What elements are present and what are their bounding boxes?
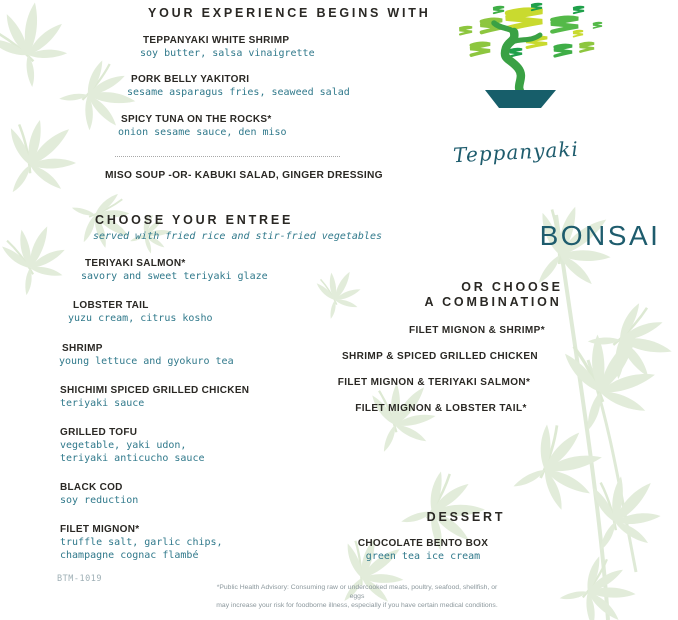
dessert-item: [358, 538, 488, 563]
dotted-divider: [115, 156, 340, 157]
combination-title-line2: A COMBINATION: [424, 295, 562, 309]
entree-desc: young lettuce and gyokuro tea: [59, 356, 234, 367]
entree-name: SHICHIMI SPICED GRILLED CHICKEN: [60, 385, 250, 396]
entree-desc: savory and sweet teriyaki glaze: [81, 271, 268, 282]
entree-name: LOBSTER TAIL: [73, 300, 149, 311]
starter-name: TEPPANYAKI WHITE SHRIMP: [143, 35, 290, 46]
entree-name: SHRIMP: [62, 343, 103, 354]
combination-item: FILET MIGNON & SHRIMP*: [408, 325, 546, 336]
entree-desc: soy reduction: [60, 495, 139, 506]
starter-desc: sesame asparagus fries, seaweed salad: [127, 87, 350, 98]
entree-name: TERIYAKI SALMON*: [85, 258, 186, 269]
entree-item: [60, 385, 249, 410]
entree-item: [60, 524, 223, 562]
entree-name: GRILLED TOFU: [60, 427, 138, 438]
menu-code: BTM-1019: [57, 574, 102, 584]
entree-item: [68, 300, 213, 325]
dessert-desc: green tea ice cream: [365, 551, 481, 562]
entree-item: [60, 482, 138, 507]
entree-item: [59, 343, 234, 368]
dessert-name: CHOCOLATE BENTO BOX: [357, 538, 489, 549]
entree-desc: vegetable, yaki udon, teriyaki anticucho sauce: [60, 440, 205, 464]
brand-script: Teppanyaki: [452, 136, 580, 168]
starter-desc: soy butter, salsa vinaigrette: [140, 48, 315, 59]
soup-or-salad-note: MISO SOUP -OR- KABUKI SALAD, GINGER DRESSING: [105, 170, 383, 181]
entree-desc: yuzu cream, citrus kosho: [68, 313, 213, 324]
starter-item: [127, 74, 350, 99]
starter-name: SPICY TUNA ON THE ROCKS*: [121, 114, 272, 125]
health-advisory: *Public Health Advisory: Consuming raw or undercooked meats, poultry, seafood, shellfish, or eggs may increase your risk for foodborne illness, especially if you have certain medical conditions.: [216, 584, 498, 609]
entree-name: BLACK COD: [60, 482, 123, 493]
bonsai-tree-icon: [452, 2, 608, 112]
bonsai-pot: [485, 90, 556, 108]
dessert-section-title: DESSERT: [426, 510, 506, 524]
combination-title-line1: OR CHOOSE: [461, 280, 563, 294]
entree-subtitle: served with fried rice and stir-fried vegetables: [93, 231, 382, 242]
entree-name: FILET MIGNON*: [60, 524, 140, 535]
combination-item: FILET MIGNON & TERIYAKI SALMON*: [337, 377, 531, 388]
entree-item: [60, 427, 205, 465]
entree-section-title: CHOOSE YOUR ENTREE: [95, 213, 294, 227]
entree-desc: teriyaki sauce: [60, 398, 145, 409]
combination-item: FILET MIGNON & LOBSTER TAIL*: [355, 403, 527, 414]
entree-desc: truffle salt, garlic chips, champagne cognac flambé: [60, 537, 223, 561]
starter-desc: onion sesame sauce, den miso: [118, 127, 287, 138]
starter-item: [118, 114, 287, 139]
starter-item: [140, 35, 315, 60]
brand-name: BONSAI: [539, 220, 661, 251]
combination-item: SHRIMP & SPICED GRILLED CHICKEN: [341, 351, 539, 362]
experience-section-title: YOUR EXPERIENCE BEGINS WITH: [148, 6, 431, 20]
entree-item: [81, 258, 268, 283]
starter-name: PORK BELLY YAKITORI: [131, 74, 250, 85]
